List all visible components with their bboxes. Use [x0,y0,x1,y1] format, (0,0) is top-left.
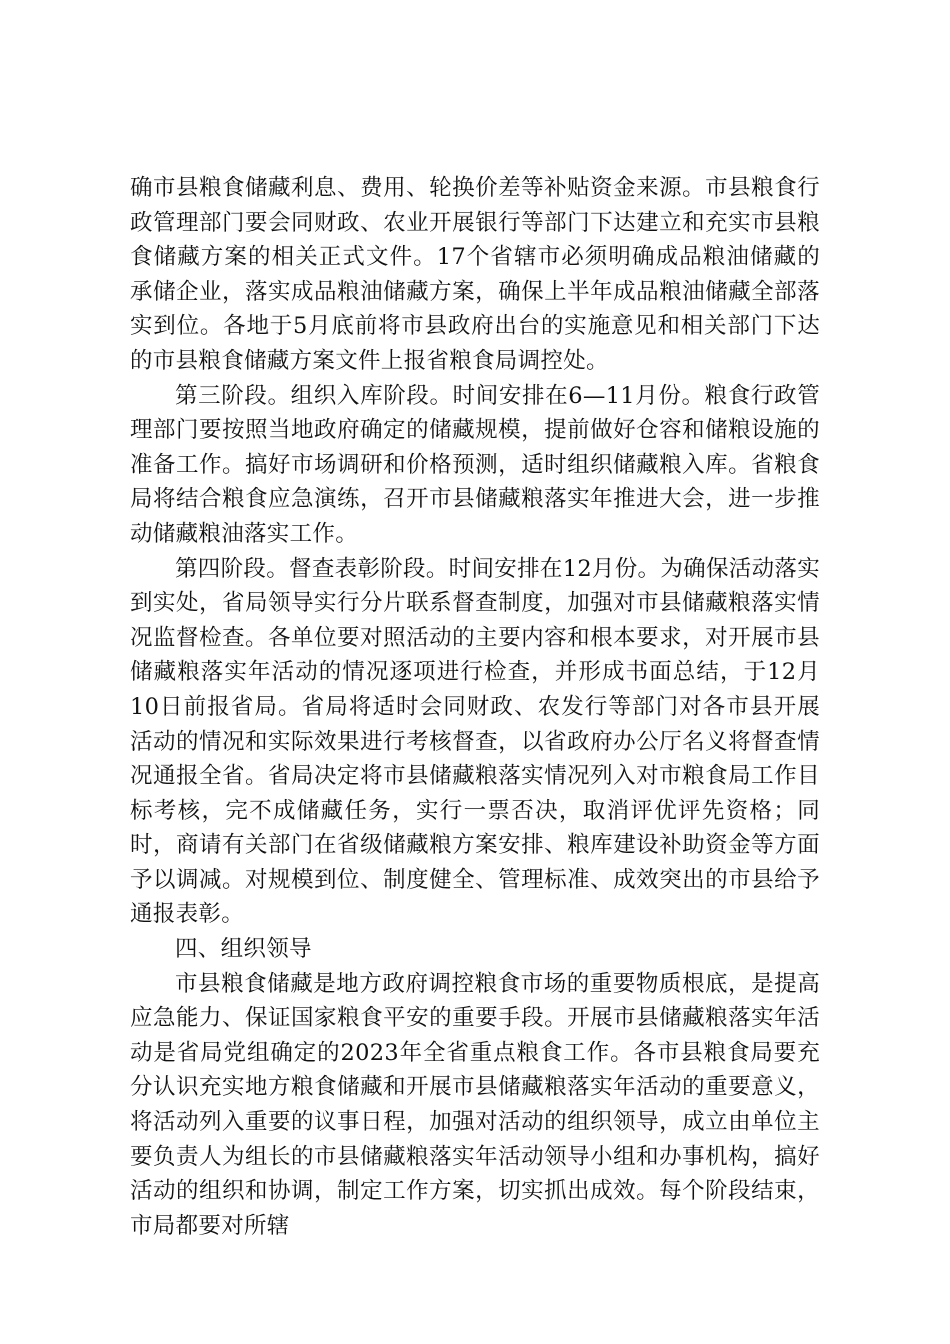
section-heading-organization: 四、组织领导 [175,936,312,963]
paragraph-stage-three: 第三阶段。组织入库阶段。时间安排在6—11月份。粮食行政管理部门要按照当地政府确定的储藏规模，提前做好仓容和储粮设施的准备工作。搞好市场调研和价格预测，适时组织储藏粮入库。省粮食局将结合粮食应急演练，召开市县储藏粮落实年推进大会，进一步推动储藏粮油落实工作。 [130,382,820,547]
paragraph-stage-four: 第四阶段。督查表彰阶段。时间安排在12月份。为确保活动落实到实处，省局领导实行分片联系督查制度，加强对市县储藏粮落实情况监督检查。各单位要对照活动的主要内容和根本要求，对开展市县储藏粮落实年活动的情况逐项进行检查，并形成书面总结，于12月10日前报省局。省局将适时会同财政、农发行等部门对各市县开展活动的情况和实际效果进行考核督查，以省政府办公厅名义将督查情况通报全省。省局决定将市县储藏粮落实情况列入对市粮食局工作目标考核，完不成储藏任务，实行一票否决，取消评优评先资格；同时，商请有关部门在省级储藏粮方案安排、粮库建设补助资金等方面予以调减。对规模到位、制度健全、管理标准、成效突出的市县给予通报表彰。 [130,555,820,928]
paragraph-organization-leadership: 市县粮食储藏是地方政府调控粮食市场的重要物质根底，是提高应急能力、保证国家粮食平安的重要手段。开展市县储藏粮落实年活动是省局党组确定的2023年全省重点粮食工作。各市县粮食局要充分认识充实地方粮食储藏和开展市县储藏粮落实年活动的重要意义，将活动列入重要的议事日程，加强对活动的组织领导，成立由单位主要负责人为组长的市县储藏粮落实年活动领导小组和办事机构，搞好活动的组织和协调，制定工作方案，切实抓出成效。每个阶段结束，市局都要对所辖 [130,970,820,1239]
paragraph-subsidy-sources: 确市县粮食储藏利息、费用、轮换价差等补贴资金来源。市县粮食行政管理部门要会同财政、农业开展银行等部门下达建立和充实市县粮食储藏方案的相关正式文件。17个省辖市必须明确成品粮油储藏的承储企业，落实成品粮油储藏方案，确保上半年成品粮油储藏全部落实到位。各地于5月底前将市县政府出台的实施意见和相关部门下达的市县粮食储藏方案文件上报省粮食局调控处。 [130,175,820,374]
document-body [130,171,820,1243]
